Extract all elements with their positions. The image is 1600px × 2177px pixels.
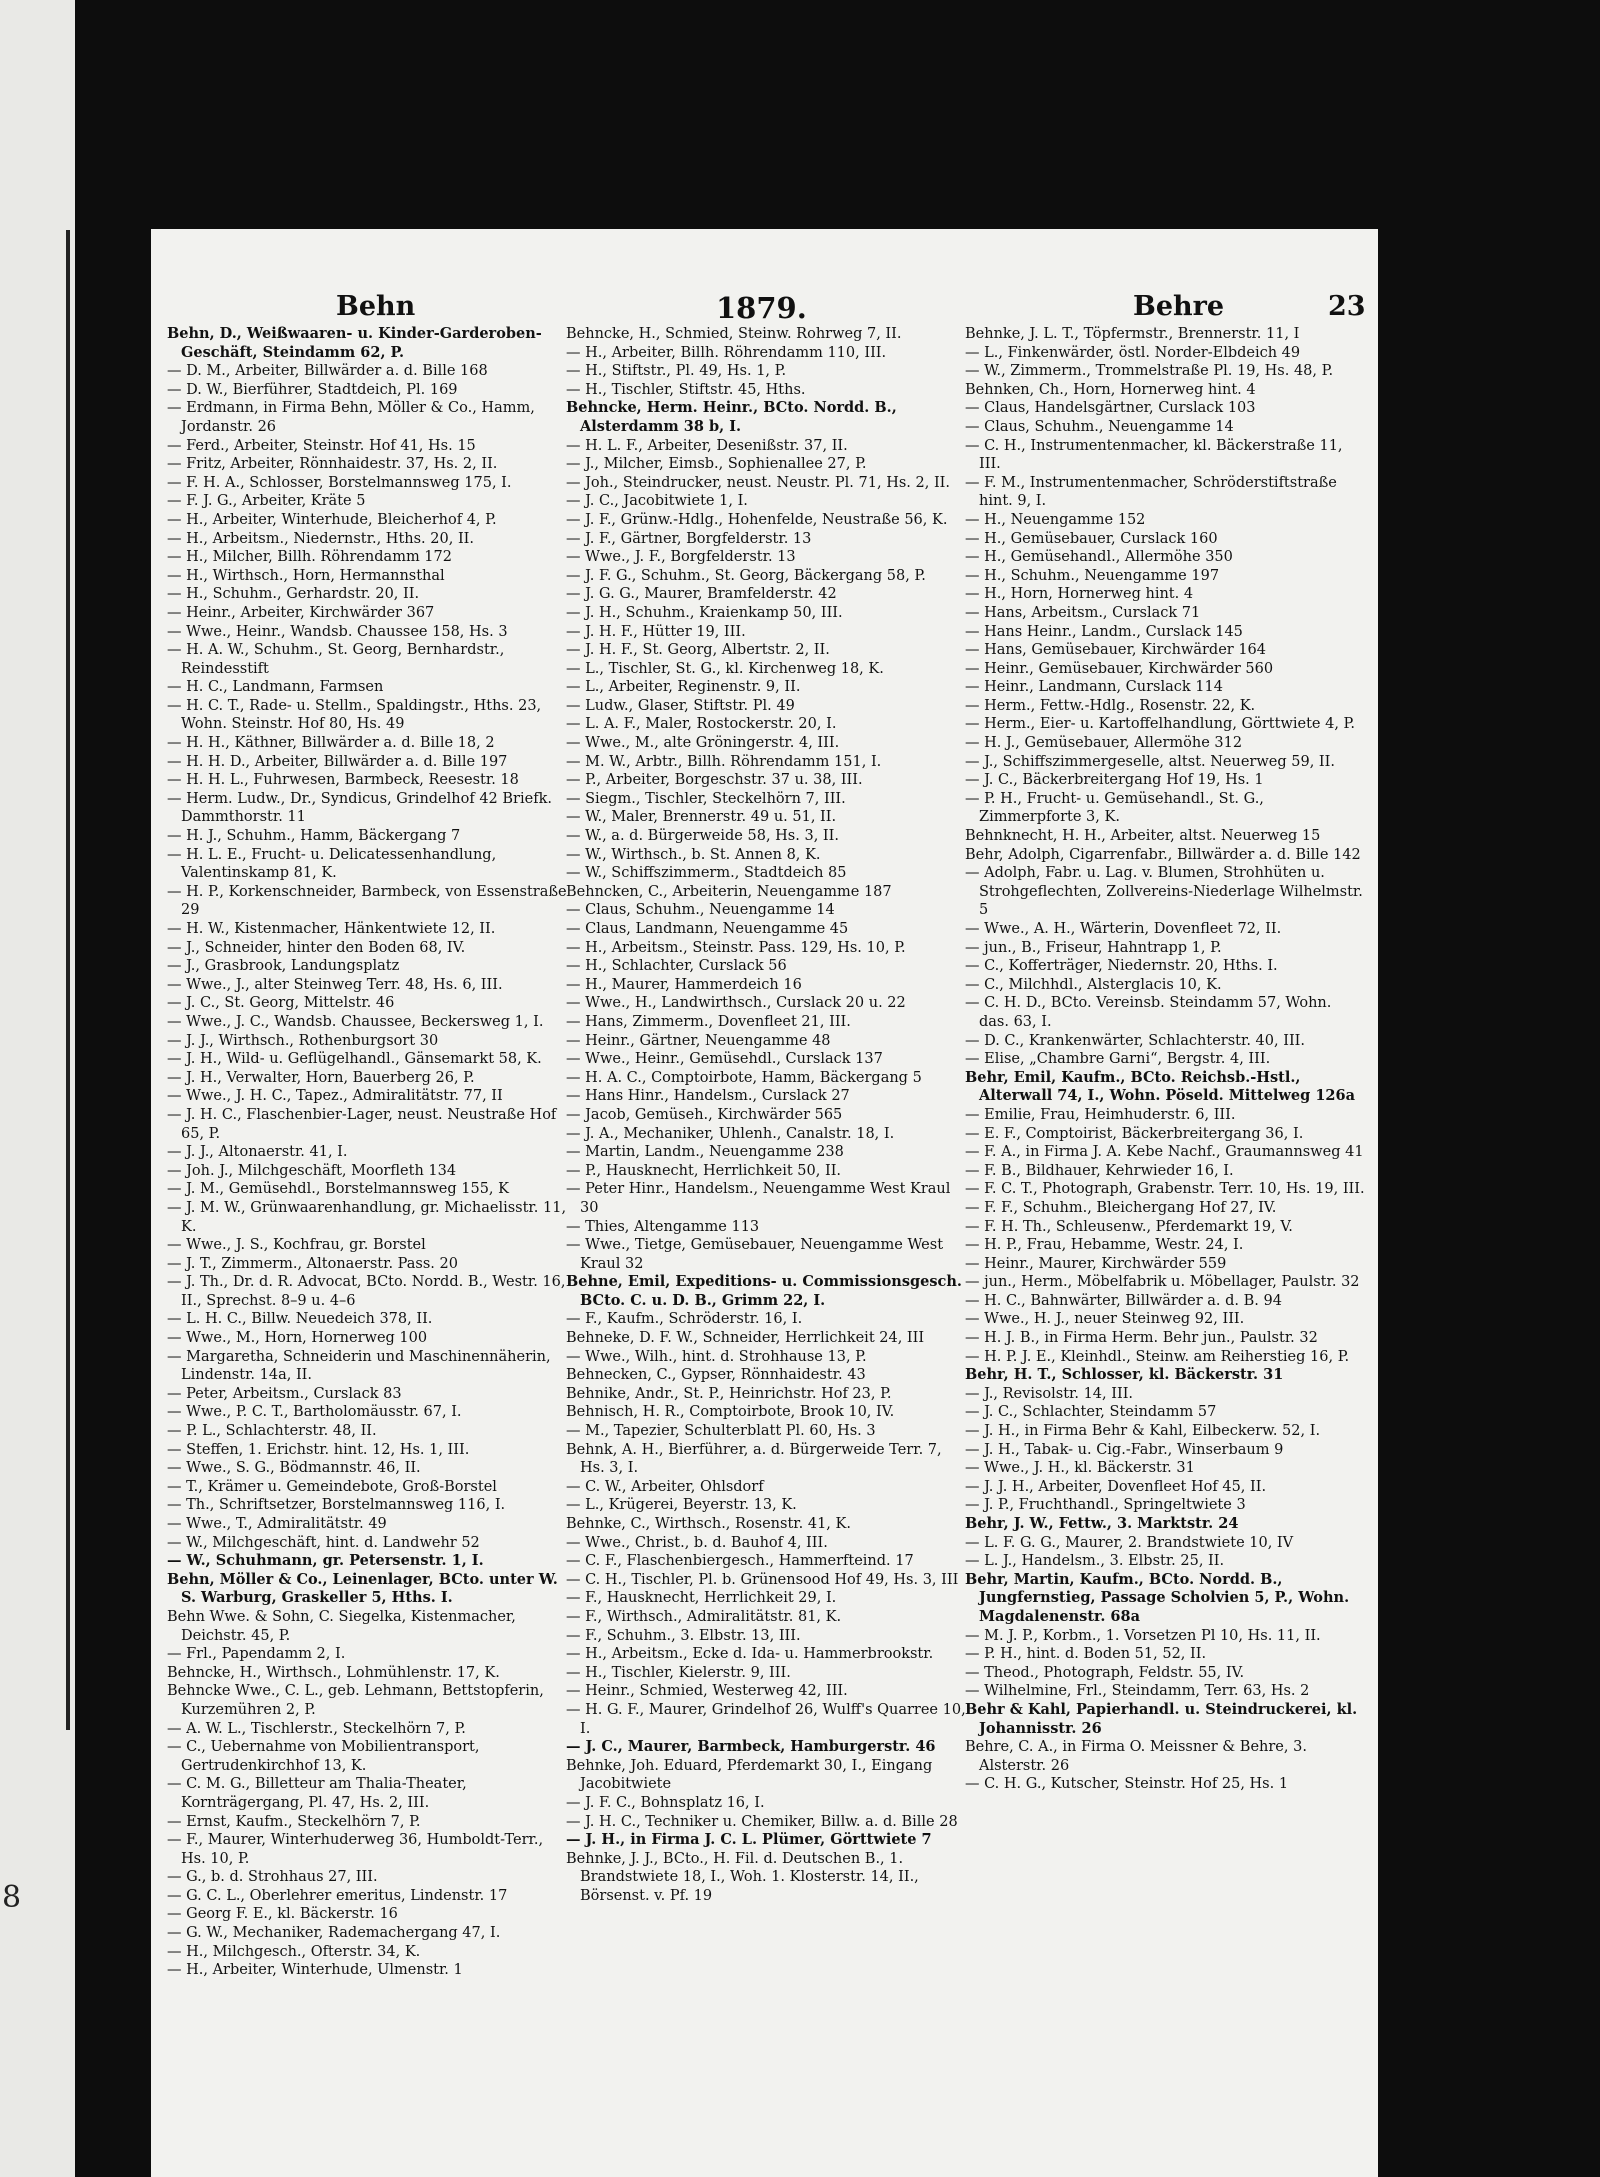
directory-entry: — H., Horn, Hornerweg hint. 4: [965, 586, 1194, 603]
directory-entry: — L. H. C., Billw. Neuedeich 378, II.: [167, 1311, 433, 1328]
directory-entry: — A. W. L., Tischlerstr., Steckelhörn 7, P.: [167, 1720, 466, 1737]
directory-entry: — J. C., Bäckerbreitergang Hof 19, Hs. 1: [965, 772, 1264, 789]
directory-entry: — Wwe., Christ., b. d. Bauhof 4, III.: [566, 1534, 828, 1551]
directory-entry: — Hans Hinr., Handelsm., Curslack 27: [566, 1088, 850, 1105]
directory-entry: — Erdmann, in Firma Behn, Möller & Co., Hamm, Jordanstr. 26: [167, 400, 535, 435]
directory-entry: — Heinr., Landmann, Curslack 114: [965, 679, 1223, 696]
directory-entry: — J. H., Wild- u. Geflügelhandl., Gänsemarkt 58, K.: [167, 1051, 542, 1068]
directory-entry: Behncke, H., Wirthsch., Lohmühlenstr. 17, K.: [167, 1664, 500, 1681]
directory-entry: — H., Gemüsehandl., Allermöhe 350: [965, 549, 1233, 566]
directory-entry: — C., Uebernahme von Mobilientransport, Gertrudenkirchhof 13, K.: [167, 1739, 480, 1774]
running-head-year: 1879.: [716, 291, 807, 325]
directory-entry: — Martin, Landm., Neuengamme 238: [566, 1144, 844, 1161]
directory-entry: — H. W., Kistenmacher, Hänkentwiete 12, II.: [167, 921, 496, 937]
directory-entry: — Wwe., J. H., kl. Bäckerstr. 31: [965, 1460, 1195, 1477]
directory-entry: — Peter Hinr., Handelsm., Neuengamme West Kraul 30: [566, 1181, 951, 1216]
directory-entry: — F. F., Schuhm., Bleichergang Hof 27, IV.: [965, 1199, 1277, 1216]
directory-entry: — C. W., Arbeiter, Ohlsdorf: [566, 1478, 764, 1495]
directory-entry: — F. A., in Firma J. A. Kebe Nachf., Graumannsweg 41: [965, 1144, 1364, 1161]
directory-entry: — J. C., Schlachter, Steindamm 57: [965, 1404, 1217, 1421]
directory-entry: — Emilie, Frau, Heimhuderstr. 6, III.: [965, 1106, 1236, 1123]
running-head-left: Behn: [336, 291, 416, 322]
directory-entry: Behr, Adolph, Cigarrenfabr., Billwärder a. d. Bille 142: [965, 846, 1361, 863]
directory-entry: — M. W., Arbtr., Billh. Röhrendamm 151, I.: [566, 753, 882, 770]
directory-entry: — Wwe., H. J., neuer Steinweg 92, III.: [965, 1311, 1245, 1328]
directory-entry: — jun., B., Friseur, Hahntrapp 1, P.: [965, 939, 1222, 956]
directory-entry: Behr & Kahl, Papierhandl. u. Steindruckerei, kl. Johannisstr. 26: [965, 1700, 1358, 1737]
directory-entry: Behncken, C., Arbeiterin, Neuengamme 187: [566, 883, 892, 900]
directory-entry: — Wwe., T., Admiralitätstr. 49: [167, 1516, 387, 1532]
directory-entry: — F. J. G., Arbeiter, Kräte 5: [167, 493, 366, 510]
directory-entry: Behnecken, C., Gypser, Rönnhaidestr. 43: [566, 1367, 866, 1384]
directory-entry: — Jacob, Gemüseh., Kirchwärder 565: [566, 1106, 843, 1123]
directory-entry: — F., Hausknecht, Herrlichkeit 29, I.: [566, 1590, 837, 1607]
directory-entry: — J. M., Gemüsehdl., Borstelmannsweg 155, K: [167, 1181, 509, 1198]
directory-entry: — D. M., Arbeiter, Billwärder a. d. Bille 168: [167, 363, 488, 380]
directory-entry: — Peter, Arbeitsm., Curslack 83: [167, 1385, 402, 1402]
binding-line: [66, 230, 70, 1730]
directory-entry: Behr, Martin, Kaufm., BCto. Nordd. B., Jungfernstieg, Passage Scholvien 5, P., Wohn. Magdalenenstr. 68a: [965, 1570, 1350, 1625]
directory-entry: — H., Arbeiter, Winterhude, Bleicherhof 4, P.: [167, 511, 497, 528]
directory-entry: — F., Kaufm., Schröderstr. 16, I.: [566, 1311, 803, 1328]
directory-entry: — Heinr., Gemüsebauer, Kirchwärder 560: [965, 660, 1274, 677]
directory-entry: Behr, H. T., Schlosser, kl. Bäckerstr. 31: [965, 1366, 1284, 1384]
directory-entry: — J., Milcher, Eimsb., Sophienallee 27, P.: [566, 456, 867, 473]
directory-entry: — Heinr., Maurer, Kirchwärder 559: [965, 1255, 1227, 1272]
directory-entry: — J. H. F., Hütter 19, III.: [566, 623, 746, 640]
directory-entry: Behneke, D. F. W., Schneider, Herrlichkeit 24, III: [566, 1330, 925, 1347]
column-3: [965, 325, 1365, 1794]
directory-entry: — H., Arbeiter, Winterhude, Ulmenstr. 1: [167, 1962, 463, 1979]
directory-entry: — F. C. T., Photograph, Grabenstr. Terr. 10, Hs. 19, III.: [965, 1181, 1365, 1198]
directory-entry: — J. H. C., Flaschenbier-Lager, neust. Neustraße Hof 65, P.: [167, 1106, 557, 1142]
directory-entry: Behnke, J. J., BCto., H. Fil. d. Deutschen B., 1. Brandstwiete 18, I., Woh. 1. Klosterstr. 14, II., Börsenst. v. Pf. 19: [566, 1850, 919, 1904]
directory-entry: — Wwe., J. C., Wandsb. Chaussee, Beckersweg 1, I.: [167, 1013, 544, 1030]
directory-entry: — Wwe., J. F., Borgfelderstr. 13: [566, 549, 796, 566]
directory-entry: — H. P. J. E., Kleinhdl., Steinw. am Reiherstieg 16, P.: [965, 1348, 1350, 1365]
directory-entry: — C. F., Flaschenbiergesch., Hammerfteind. 17: [566, 1553, 914, 1570]
directory-entry: — W., Schiffszimmerm., Stadtdeich 85: [566, 865, 847, 882]
directory-entry: Behnisch, H. R., Comptoirbote, Brook 10, IV.: [566, 1404, 895, 1421]
directory-entry: — J., Schiffszimmergeselle, altst. Neuerweg 59, II.: [965, 753, 1335, 770]
directory-entry: — Th., Schriftsetzer, Borstelmannsweg 116, I.: [167, 1497, 506, 1514]
directory-entry: — J. F., Grünw.-Hdlg., Hohenfelde, Neustraße 56, K.: [566, 511, 948, 528]
directory-entry: — jun., Herm., Möbelfabrik u. Möbellager, Paulstr. 32: [965, 1274, 1360, 1291]
directory-entry: — J. H., in Firma J. C. L. Plümer, Görttwiete 7: [566, 1831, 932, 1849]
directory-entry: — Fritz, Arbeiter, Rönnhaidestr. 37, Hs. 2, II.: [167, 456, 498, 473]
directory-entry: — Wwe., J. H. C., Tapez., Admiralitätstr. 77, II: [167, 1088, 503, 1105]
directory-entry: Behncke, Herm. Heinr., BCto. Nordd. B., Alsterdamm 38 b, I.: [566, 399, 897, 435]
directory-entry: Behn, D., Weißwaaren- u. Kinder-Garderoben-Geschäft, Steindamm 62, P.: [167, 325, 542, 361]
directory-entry: — C. M. G., Billetteur am Thalia-Theater, Kornträgergang, Pl. 47, Hs. 2, III.: [167, 1776, 467, 1811]
directory-entry: — H. P., Korkenschneider, Barmbeck, von Essenstraße 29: [167, 883, 567, 919]
directory-entry: — J. J., Altonaerstr. 41, I.: [167, 1144, 348, 1161]
directory-entry: — Joh., Steindrucker, neust. Neustr. Pl. 71, Hs. 2, II.: [566, 474, 951, 491]
directory-entry: — Wwe., M., alte Gröningerstr. 4, III.: [566, 735, 840, 752]
directory-entry: Behr, J. W., Fettw., 3. Marktstr. 24: [965, 1515, 1239, 1532]
directory-entry: — H. G. F., Maurer, Grindelhof 26, Wulff's Quarree 10, I.: [566, 1701, 966, 1737]
directory-entry: — Wwe., Heinr., Wandsb. Chaussee 158, Hs. 3: [167, 623, 508, 640]
directory-entry: — D. W., Bierführer, Stadtdeich, Pl. 169: [167, 381, 458, 398]
column-1: [167, 325, 567, 1980]
directory-entry: — H. L. E., Frucht- u. Delicatessenhandlung, Valentinskamp 81, K.: [167, 846, 497, 882]
page-number: 23: [1328, 291, 1366, 322]
directory-entry: — P. L., Schlachterstr. 48, II.: [167, 1423, 377, 1440]
directory-entry: — Steffen, 1. Erichstr. hint. 12, Hs. 1, III.: [167, 1441, 470, 1458]
directory-entry: Behnke, J. L. T., Töpfermstr., Brennerstr. 11, I: [965, 326, 1300, 342]
directory-entry: — Wilhelmine, Frl., Steindamm, Terr. 63, Hs. 2: [965, 1683, 1310, 1700]
directory-entry: — Wwe., J., alter Steinweg Terr. 48, Hs. 6, III.: [167, 976, 503, 993]
directory-entry: — C., Milchhdl., Alsterglacis 10, K.: [965, 976, 1222, 993]
directory-entry: — Wwe., Tietge, Gemüsebauer, Neuengamme West Kraul 32: [566, 1237, 944, 1272]
directory-entry: — Theod., Photograph, Feldstr. 55, IV.: [965, 1664, 1245, 1681]
directory-entry: — C. H. G., Kutscher, Steinstr. Hof 25, Hs. 1: [965, 1776, 1289, 1793]
directory-entry: — H. H., Käthner, Billwärder a. d. Bille 18, 2: [167, 735, 495, 752]
directory-entry: — J. H., Schuhm., Kraienkamp 50, III.: [566, 604, 843, 621]
directory-entry: — J. F., Gärtner, Borgfelderstr. 13: [566, 530, 812, 547]
directory-entry: Behr, Emil, Kaufm., BCto. Reichsb.-Hstl., Alterwall 74, I., Wohn. Pöseld. Mittelweg 126a: [965, 1068, 1355, 1105]
directory-entry: — J. Th., Dr. d. R. Advocat, BCto. Nordd. B., Westr. 16, II., Sprechst. 8–9 u. 4–6: [167, 1274, 566, 1309]
directory-entry: — J. J., Wirthsch., Rothenburgsort 30: [167, 1032, 439, 1049]
directory-entry: — H., Arbeiter, Billh. Röhrendamm 110, III.: [566, 344, 887, 361]
directory-entry: — H., Arbeitsm., Niedernstr., Hths. 20, II.: [167, 530, 475, 547]
directory-entry: — M., Tapezier, Schulterblatt Pl. 60, Hs. 3: [566, 1423, 876, 1440]
directory-entry: — J. F. G., Schuhm., St. Georg, Bäckergang 58, P.: [566, 567, 926, 584]
directory-entry: — H., Wirthsch., Horn, Hermannsthal: [167, 567, 445, 584]
directory-entry: — Ferd., Arbeiter, Steinstr. Hof 41, Hs. 15: [167, 437, 476, 454]
directory-entry: — Wwe., S. G., Bödmannstr. 46, II.: [167, 1460, 421, 1477]
directory-entry: — Wwe., P. C. T., Bartholomäusstr. 67, I.: [167, 1404, 462, 1421]
directory-entry: — G. C. L., Oberlehrer emeritus, Lindenstr. 17: [167, 1887, 508, 1904]
directory-entry: — H., Neuengamme 152: [965, 511, 1146, 528]
directory-entry: — P. H., Frucht- u. Gemüsehandl., St. G., Zimmerpforte 3, K.: [965, 790, 1264, 826]
directory-entry: — Adolph, Fabr. u. Lag. v. Blumen, Strohhüten u. Strohgeflechten, Zollvereins-Niederlage Wilhelmstr. 5: [965, 865, 1363, 919]
directory-entry: — H., Stiftstr., Pl. 49, Hs. 1, P.: [566, 363, 787, 380]
directory-entry: Behnken, Ch., Horn, Hornerweg hint. 4: [965, 381, 1256, 398]
directory-entry: — L., Finkenwärder, östl. Norder-Elbdeich 49: [965, 344, 1301, 361]
directory-entry: — H., Schlachter, Curslack 56: [566, 958, 787, 975]
directory-entry: — L., Tischler, St. G., kl. Kirchenweg 18, K.: [566, 660, 884, 677]
directory-entry: — P. H., hint. d. Boden 51, 52, II.: [965, 1646, 1207, 1663]
directory-entry: — H., Schuhm., Neuengamme 197: [965, 567, 1220, 584]
directory-entry: — H. H. L., Fuhrwesen, Barmbeck, Reesestr. 18: [167, 772, 519, 789]
directory-entry: — J. P., Fruchthandl., Springeltwiete 3: [965, 1497, 1246, 1514]
directory-entry: — Hans Heinr., Landm., Curslack 145: [965, 623, 1243, 640]
directory-entry: — J. T., Zimmerm., Altonaerstr. Pass. 20: [167, 1255, 458, 1272]
directory-entry: — H., Tischler, Stiftstr. 45, Hths.: [566, 381, 806, 398]
directory-entry: Behne, Emil, Expeditions- u. Commissionsgesch. BCto. C. u. D. B., Grimm 22, I.: [566, 1273, 962, 1309]
directory-entry: Behnke, Joh. Eduard, Pferdemarkt 30, I., Eingang Jacobitwiete: [566, 1757, 933, 1793]
directory-entry: — H., Milcher, Billh. Röhrendamm 172: [167, 549, 452, 566]
directory-entry: — F. H. A., Schlosser, Borstelmannsweg 175, I.: [167, 474, 512, 491]
directory-entry: — Claus, Schuhm., Neuengamme 14: [566, 902, 835, 919]
directory-entry: — W., Wirthsch., b. St. Annen 8, K.: [566, 846, 821, 863]
directory-entry: — Wwe., Wilh., hint. d. Strohhause 13, P.: [566, 1348, 867, 1365]
directory-entry: — Frl., Papendamm 2, I.: [167, 1646, 346, 1663]
directory-entry: — J., Grasbrook, Landungsplatz: [167, 958, 400, 975]
directory-entry: — J. J. H., Arbeiter, Dovenfleet Hof 45, II.: [965, 1478, 1267, 1495]
running-head-right: Behre: [1133, 291, 1225, 322]
directory-entry: Behre, C. A., in Firma O. Meissner & Behre, 3. Alsterstr. 26: [965, 1739, 1307, 1774]
directory-entry: — C. H. D., BCto. Vereinsb. Steindamm 57, Wohn. das. 63, I.: [965, 995, 1332, 1030]
directory-entry: — Siegm., Tischler, Steckelhörn 7, III.: [566, 790, 846, 807]
directory-entry: — H. C., Landmann, Farmsen: [167, 679, 384, 696]
directory-entry: — H. J. B., in Firma Herm. Behr jun., Paulstr. 32: [965, 1330, 1318, 1347]
directory-entry: Behncke, H., Schmied, Steinw. Rohrweg 7, II.: [566, 326, 902, 342]
directory-entry: — Wwe., Heinr., Gemüsehdl., Curslack 137: [566, 1051, 883, 1068]
directory-entry: — H. P., Frau, Hebamme, Westr. 24, I.: [965, 1237, 1244, 1254]
directory-entry: — Claus, Handelsgärtner, Curslack 103: [965, 400, 1256, 417]
directory-entry: — J., Revisolstr. 14, III.: [965, 1385, 1134, 1402]
directory-entry: — F., Schuhm., 3. Elbstr. 13, III.: [566, 1627, 801, 1644]
directory-entry: — W., Milchgeschäft, hint. d. Landwehr 52: [167, 1534, 480, 1551]
directory-entry: Behn, Möller & Co., Leinenlager, BCto. unter W. S. Warburg, Graskeller 5, Hths. I.: [167, 1570, 558, 1607]
directory-entry: — J. C., Maurer, Barmbeck, Hamburgerstr. 46: [566, 1738, 936, 1756]
directory-entry: — D. C., Krankenwärter, Schlachterstr. 40, III.: [965, 1032, 1306, 1049]
directory-entry: Behnke, C., Wirthsch., Rosenstr. 41, K.: [566, 1516, 851, 1532]
directory-entry: — T., Krämer u. Gemeindebote, Groß-Borstel: [167, 1478, 497, 1495]
directory-entry: — Herm., Fettw.-Hdlg., Rosenstr. 22, K.: [965, 697, 1256, 714]
directory-entry: — Ludw., Glaser, Stiftstr. Pl. 49: [566, 697, 795, 714]
directory-entry: — J. C., Jacobitwiete 1, I.: [566, 493, 748, 510]
directory-entry: — J. A., Mechaniker, Uhlenh., Canalstr. 18, I.: [566, 1125, 895, 1142]
directory-entry: — C. H., Tischler, Pl. b. Grünensood Hof 49, Hs. 3, III: [566, 1571, 959, 1588]
directory-entry: — Wwe., M., Horn, Hornerweg 100: [167, 1330, 428, 1347]
directory-entry: — H. J., Gemüsebauer, Allermöhe 312: [965, 735, 1243, 752]
directory-entry: Behnk, A. H., Bierführer, a. d. Bürgerweide Terr. 7, Hs. 3, I.: [566, 1441, 942, 1477]
directory-entry: Behnike, Andr., St. P., Heinrichstr. Hof 23, P.: [566, 1385, 892, 1402]
directory-entry: — L., Arbeiter, Reginenstr. 9, II.: [566, 679, 801, 696]
directory-entry: — Margaretha, Schneiderin und Maschinennäherin, Lindenstr. 14a, II.: [167, 1348, 551, 1384]
directory-entry: Behncke Wwe., C. L., geb. Lehmann, Bettstopferin, Kurzemühren 2, P.: [167, 1683, 544, 1718]
directory-entry: — H., Maurer, Hammerdeich 16: [566, 976, 802, 993]
directory-entry: — H., Schuhm., Gerhardstr. 20, II.: [167, 586, 420, 603]
directory-page: [151, 229, 1378, 2177]
directory-entry: — F., Maurer, Winterhuderweg 36, Humboldt-Terr., Hs. 10, P.: [167, 1832, 544, 1867]
directory-entry: — Heinr., Gärtner, Neuengamme 48: [566, 1032, 831, 1049]
directory-entry: — H., Tischler, Kielerstr. 9, III.: [566, 1664, 791, 1681]
directory-entry: — H. C., Bahnwärter, Billwärder a. d. B. 94: [965, 1292, 1282, 1309]
directory-entry: — H. H. D., Arbeiter, Billwärder a. d. Bille 197: [167, 753, 508, 770]
directory-entry: — F. H. Th., Schleusenw., Pferdemarkt 19, V.: [965, 1218, 1293, 1235]
directory-entry: Behnknecht, H. H., Arbeiter, altst. Neuerweg 15: [965, 828, 1321, 845]
directory-entry: — F. M., Instrumentenmacher, Schröderstiftstraße hint. 9, I.: [965, 474, 1337, 510]
directory-entry: — H. C. T., Rade- u. Stellm., Spaldingstr., Hths. 23, Wohn. Steinstr. Hof 80, Hs. 49: [167, 697, 542, 733]
directory-entry: — G. W., Mechaniker, Rademachergang 47, I.: [167, 1925, 501, 1942]
directory-entry: — G., b. d. Strohhaus 27, III.: [167, 1869, 378, 1886]
directory-entry: — L. F. G. G., Maurer, 2. Brandstwiete 10, IV: [965, 1534, 1294, 1551]
directory-entry: — Georg F. E., kl. Bäckerstr. 16: [167, 1906, 398, 1923]
directory-entry: — J. H. F., St. Georg, Albertstr. 2, II.: [566, 642, 830, 659]
directory-entry: — J. M. W., Grünwaarenhandlung, gr. Michaelisstr. 11, K.: [167, 1199, 567, 1235]
previous-page-edge: [0, 0, 75, 2177]
directory-entry: — F. B., Bildhauer, Kehrwieder 16, I.: [965, 1162, 1234, 1179]
directory-entry: — Ernst, Kaufm., Steckelhörn 7, P.: [167, 1813, 421, 1830]
directory-entry: — Thies, Altengamme 113: [566, 1218, 760, 1235]
directory-entry: — Hans, Gemüsebauer, Kirchwärder 164: [965, 642, 1267, 659]
directory-entry: — Herm., Eier- u. Kartoffelhandlung, Görttwiete 4, P.: [965, 716, 1355, 733]
directory-entry: — H. J., Schuhm., Hamm, Bäckergang 7: [167, 828, 461, 845]
directory-entry: — C., Kofferträger, Niedernstr. 20, Hths. I.: [965, 958, 1278, 975]
directory-entry: — H., Arbeitsm., Ecke d. Ida- u. Hammerbrookstr.: [566, 1646, 934, 1663]
directory-entry: — H. A. W., Schuhm., St. Georg, Bernhardstr., Reindesstift: [167, 642, 505, 677]
directory-entry: — L. J., Handelsm., 3. Elbstr. 25, II.: [965, 1553, 1225, 1570]
directory-entry: — Claus, Schuhm., Neuengamme 14: [965, 418, 1234, 435]
directory-entry: — M. J. P., Korbm., 1. Vorsetzen Pl 10, Hs. 11, II.: [965, 1627, 1321, 1644]
directory-entry: — J. F. C., Bohnsplatz 16, I.: [566, 1794, 765, 1811]
directory-entry: — P., Hausknecht, Herrlichkeit 50, II.: [566, 1162, 842, 1179]
directory-entry: — W., Zimmerm., Trommelstraße Pl. 19, Hs. 48, P.: [965, 363, 1334, 380]
directory-entry: — J. G. G., Maurer, Bramfelderstr. 42: [566, 586, 837, 603]
margin-mark: 8: [2, 1880, 22, 1915]
directory-entry: — Elise, „Chambre Garni“, Bergstr. 4, III.: [965, 1051, 1271, 1068]
directory-entry: — Claus, Landmann, Neuengamme 45: [566, 921, 849, 937]
directory-entry: — Wwe., J. S., Kochfrau, gr. Borstel: [167, 1237, 426, 1254]
directory-entry: — J. H., in Firma Behr & Kahl, Eilbeckerw. 52, I.: [965, 1423, 1321, 1440]
directory-entry: — H. L. F., Arbeiter, Desenißstr. 37, II.: [566, 437, 848, 454]
directory-entry: — Herm. Ludw., Dr., Syndicus, Grindelhof 42 Briefk. Dammthorstr. 11: [167, 790, 552, 826]
directory-entry: — L., Krügerei, Beyerstr. 13, K.: [566, 1497, 797, 1514]
directory-entry: — J. H., Tabak- u. Cig.-Fabr., Winserbaum 9: [965, 1441, 1284, 1458]
directory-entry: — Hans, Arbeitsm., Curslack 71: [965, 604, 1201, 621]
directory-entry: — E. F., Comptoirist, Bäckerbreitergang 36, I.: [965, 1125, 1304, 1142]
directory-entry: — H. A. C., Comptoirbote, Hamm, Bäckergang 5: [566, 1069, 922, 1086]
directory-entry: — L. A. F., Maler, Rostockerstr. 20, I.: [566, 716, 837, 733]
directory-entry: — H., Arbeitsm., Steinstr. Pass. 129, Hs. 10, P.: [566, 939, 906, 956]
directory-entry: — W., Schuhmann, gr. Petersenstr. 1, I.: [167, 1552, 484, 1570]
directory-entry: — Joh. J., Milchgeschäft, Moorfleth 134: [167, 1162, 457, 1179]
directory-entry: — P., Arbeiter, Borgeschstr. 37 u. 38, III.: [566, 772, 863, 789]
directory-entry: — J. H. C., Techniker u. Chemiker, Billw. a. d. Bille 28: [566, 1813, 958, 1830]
directory-entry: — W., Maler, Brennerstr. 49 u. 51, II.: [566, 809, 837, 826]
directory-entry: — H., Milchgesch., Ofterstr. 34, K.: [167, 1943, 421, 1960]
directory-entry: — Hans, Zimmerm., Dovenfleet 21, III.: [566, 1013, 851, 1030]
directory-entry: — F., Wirthsch., Admiralitätstr. 81, K.: [566, 1608, 842, 1625]
directory-entry: Behn Wwe. & Sohn, C. Siegelka, Kistenmacher, Deichstr. 45, P.: [167, 1608, 516, 1644]
directory-entry: — H., Gemüsebauer, Curslack 160: [965, 530, 1218, 547]
directory-entry: — C. H., Instrumentenmacher, kl. Bäckerstraße 11, III.: [965, 437, 1343, 473]
directory-entry: — Heinr., Arbeiter, Kirchwärder 367: [167, 604, 435, 621]
directory-entry: — Wwe., H., Landwirthsch., Curslack 20 u. 22: [566, 995, 906, 1012]
directory-entry: — J. C., St. Georg, Mittelstr. 46: [167, 995, 395, 1012]
column-2: [566, 325, 966, 1905]
directory-entry: — Wwe., A. H., Wärterin, Dovenfleet 72, II.: [965, 921, 1282, 937]
directory-entry: — W., a. d. Bürgerweide 58, Hs. 3, II.: [566, 828, 839, 845]
directory-entry: — J., Schneider, hinter den Boden 68, IV.: [167, 939, 466, 956]
directory-entry: — Heinr., Schmied, Westerweg 42, III.: [566, 1683, 848, 1700]
directory-entry: — J. H., Verwalter, Horn, Bauerberg 26, P.: [167, 1069, 475, 1086]
